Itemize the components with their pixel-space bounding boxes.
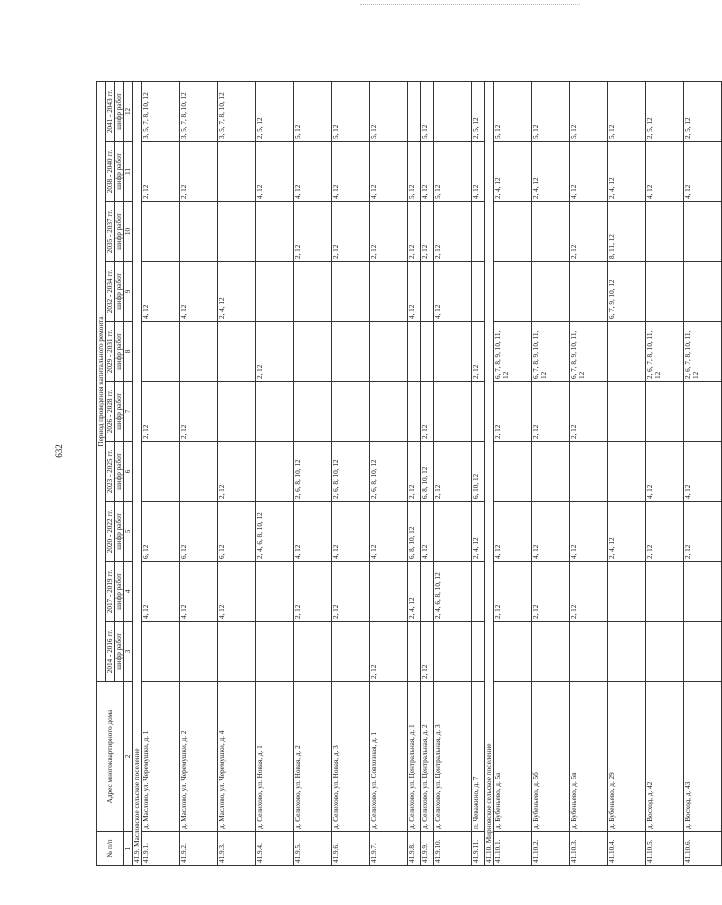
column-number-cell: 11 [124, 142, 133, 202]
work-code-cell: 2, 12 [332, 202, 370, 262]
work-code-cell [256, 562, 294, 622]
table-row [218, 81, 256, 865]
work-code-cell: 2, 4, 12 [608, 142, 646, 202]
work-code-cell: 2, 6, 7, 8, 10, 11, 12 [684, 322, 722, 382]
work-code-cell [332, 262, 370, 322]
work-code-cell: 6, 8, 10, 12 [421, 442, 434, 502]
row-address: д. Селихово, ул. Новая, д. 1 [256, 682, 294, 832]
work-code-cell: 2, 6, 7, 8, 10, 11, 12 [646, 322, 684, 382]
work-code-cell [434, 81, 472, 141]
work-code-cell [608, 442, 646, 502]
work-code-cell [332, 622, 370, 682]
work-code-cell [180, 322, 218, 382]
row-number: 41.9.3. [218, 832, 256, 866]
column-number-cell: 12 [124, 81, 133, 141]
work-code-cell: 4, 12 [434, 262, 472, 322]
work-code-cell: 4, 12 [180, 262, 218, 322]
work-code-cell: 2, 6, 8, 10, 12 [294, 442, 332, 502]
work-code-cell [256, 622, 294, 682]
work-code-cell [434, 322, 472, 382]
work-code-cell: 8, 11, 12 [608, 202, 646, 262]
work-code-cell: 6, 12 [218, 502, 256, 562]
work-code-cell [434, 622, 472, 682]
work-code-cell: 6, 7, 8, 9, 10, 11, 12 [532, 322, 570, 382]
work-code-cell: 2, 12 [294, 562, 332, 622]
work-code-cell [408, 382, 421, 442]
work-code-cell: 4, 12 [472, 142, 485, 202]
period-cell: 2017 - 2019 гг. [106, 562, 115, 622]
work-code-cell: 2, 4, 12 [608, 502, 646, 562]
table-row [370, 81, 408, 865]
table-row [294, 81, 332, 865]
row-number: 41.10.2. [532, 832, 570, 866]
work-code-cell [218, 382, 256, 442]
work-code-cell: 4, 12 [294, 142, 332, 202]
row-address: д. Бубеньево, д. 5а [494, 682, 532, 832]
work-code-cell: 4, 12 [294, 502, 332, 562]
work-code-cell [142, 622, 180, 682]
table-row [142, 81, 180, 865]
header-row [97, 81, 106, 865]
table-row [532, 81, 570, 865]
repair-schedule-table [96, 81, 722, 866]
work-code-cell: 5, 12 [370, 81, 408, 141]
work-code-cell: 4, 12 [646, 442, 684, 502]
work-code-cell [408, 81, 421, 141]
row-number: 41.9.1. [142, 832, 180, 866]
table-row [684, 81, 722, 865]
work-code-cell: 2, 5, 12 [684, 81, 722, 141]
work-code-cell [532, 202, 570, 262]
work-code-cell: 4, 12 [570, 502, 608, 562]
row-number: 41.10.5. [646, 832, 684, 866]
work-code-cell [472, 622, 485, 682]
address-column-header: Адрес многоквартирного дома [97, 682, 124, 832]
table-row [408, 81, 421, 865]
work-code-cell [370, 562, 408, 622]
work-code-cell: 2, 5, 12 [646, 81, 684, 141]
work-code-cell [646, 262, 684, 322]
row-number: 41.10.1. [494, 832, 532, 866]
code-label-cell: шифр работ [115, 262, 124, 322]
work-code-cell: 2, 12 [494, 562, 532, 622]
column-number-cell: 10 [124, 202, 133, 262]
work-code-cell [218, 142, 256, 202]
row-number: 41.9.11. [472, 832, 485, 866]
work-code-cell: 2, 12 [218, 442, 256, 502]
work-code-cell: 5, 12 [494, 81, 532, 141]
work-code-cell: 5, 12 [532, 81, 570, 141]
row-address: д. Селихово, ул. Новая, д. 2 [294, 682, 332, 832]
work-code-cell: 2, 4, 6, 8, 10, 12 [434, 562, 472, 622]
work-code-cell: 6, 7, 8, 9, 10, 11, 12 [494, 322, 532, 382]
work-code-cell: 2, 12 [684, 502, 722, 562]
table-row [646, 81, 684, 865]
work-code-cell: 2, 5, 12 [256, 81, 294, 141]
work-code-cell: 4, 12 [142, 262, 180, 322]
work-code-cell [434, 502, 472, 562]
period-cell: 2014 - 2016 гг. [106, 622, 115, 682]
work-code-cell [294, 262, 332, 322]
row-address: д. Селихово, ул. Совхозная, д. 1 [370, 682, 408, 832]
row-address: д. Селихово, ул. Центральная, д. 2 [421, 682, 434, 832]
work-code-cell: 2, 4, 12 [408, 562, 421, 622]
work-code-cell [142, 202, 180, 262]
work-code-cell [408, 322, 421, 382]
row-address: д. Маслово, ул. Черемушки, д. 2 [180, 682, 218, 832]
work-code-cell [472, 562, 485, 622]
work-code-cell [256, 262, 294, 322]
work-code-cell: 2, 12 [570, 202, 608, 262]
period-cell: 2035 - 2037 гг. [106, 202, 115, 262]
work-code-cell: 2, 12 [494, 382, 532, 442]
work-code-cell: 2, 12 [532, 562, 570, 622]
work-code-cell [494, 202, 532, 262]
section-title: 41.9. Масловское сельское поселение [133, 81, 142, 865]
row-address: д. Бубеньево, д. 29 [608, 682, 646, 832]
row-number: 41.9.7. [370, 832, 408, 866]
work-code-cell: 2, 12 [370, 622, 408, 682]
work-code-cell: 4, 12 [421, 142, 434, 202]
table-row [494, 81, 532, 865]
work-code-cell [142, 442, 180, 502]
work-code-cell: 2, 12 [570, 562, 608, 622]
work-code-cell: 4, 12 [370, 142, 408, 202]
code-label-cell: шифр работ [115, 562, 124, 622]
work-code-cell [218, 202, 256, 262]
work-code-cell: 4, 12 [570, 142, 608, 202]
column-number-row [124, 81, 133, 865]
work-code-cell: 5, 12 [434, 142, 472, 202]
work-code-cell [370, 322, 408, 382]
work-code-cell: 4, 12 [142, 562, 180, 622]
period-cell: 2029 - 2031 гг. [106, 322, 115, 382]
work-code-cell: 6, 10, 12 [472, 442, 485, 502]
code-label-cell: шифр работ [115, 622, 124, 682]
column-number-cell: 9 [124, 262, 133, 322]
work-code-cell: 4, 12 [180, 562, 218, 622]
work-code-cell: 2, 4, 12 [218, 262, 256, 322]
row-number: 41.9.8. [408, 832, 421, 866]
work-code-cell: 2, 12 [421, 202, 434, 262]
work-code-cell: 4, 12 [646, 142, 684, 202]
row-number: 41.9.10. [434, 832, 472, 866]
page-number: 632 [53, 444, 64, 458]
work-code-cell [434, 382, 472, 442]
work-code-cell: 2, 12 [370, 202, 408, 262]
work-code-cell [472, 202, 485, 262]
work-code-cell [421, 262, 434, 322]
column-number-cell: 2 [124, 682, 133, 832]
work-code-cell [570, 442, 608, 502]
work-code-cell: 6, 7, 9, 10, 12 [608, 262, 646, 322]
work-code-cell: 2, 12 [421, 382, 434, 442]
work-code-cell: 4, 12 [332, 502, 370, 562]
work-code-cell: 2, 4, 12 [472, 502, 485, 562]
work-code-cell: 2, 12 [434, 202, 472, 262]
work-code-cell: 2, 12 [294, 202, 332, 262]
work-code-cell: 6, 7, 8, 9, 10, 11, 12 [570, 322, 608, 382]
period-cell: 2032 - 2034 гг. [106, 262, 115, 322]
work-code-cell [608, 322, 646, 382]
work-code-cell: 6, 12 [142, 502, 180, 562]
section-row [133, 81, 142, 865]
work-code-cell [646, 382, 684, 442]
column-number-cell: 4 [124, 562, 133, 622]
work-code-cell: 2, 12 [532, 382, 570, 442]
work-code-cell [684, 622, 722, 682]
row-address: д. Маслово, ул. Черемушки, д. 4 [218, 682, 256, 832]
code-label-cell: шифр работ [115, 322, 124, 382]
code-label-cell: шифр работ [115, 142, 124, 202]
code-label-cell: шифр работ [115, 202, 124, 262]
code-label-cell: шифр работ [115, 81, 124, 141]
work-code-cell: 2, 4, 6, 8, 10, 12 [256, 502, 294, 562]
work-code-cell [370, 382, 408, 442]
table-row [434, 81, 472, 865]
table-row [472, 81, 485, 865]
scan-marks [360, 4, 580, 7]
work-code-cell [684, 562, 722, 622]
period-cell: 2023 - 2025 гг. [106, 442, 115, 502]
column-number-cell: 7 [124, 382, 133, 442]
rotated-table-container [96, 82, 700, 866]
work-code-cell: 4, 12 [370, 502, 408, 562]
table-row [180, 81, 218, 865]
work-code-cell: 4, 12 [494, 502, 532, 562]
work-code-cell [570, 622, 608, 682]
work-code-cell: 6, 8, 10, 12 [408, 502, 421, 562]
work-code-cell [532, 622, 570, 682]
work-code-cell: 4, 12 [256, 142, 294, 202]
section-row [485, 81, 494, 865]
work-code-cell [294, 622, 332, 682]
row-number: 41.9.5. [294, 832, 332, 866]
work-code-cell: 2, 6, 8, 10, 12 [370, 442, 408, 502]
work-code-cell: 3, 5, 7, 8, 10, 12 [218, 81, 256, 141]
table-row [256, 81, 294, 865]
work-code-cell: 4, 12 [332, 142, 370, 202]
work-code-cell [370, 262, 408, 322]
work-code-cell: 4, 12 [684, 142, 722, 202]
work-code-cell: 2, 4, 12 [494, 142, 532, 202]
work-code-cell [218, 622, 256, 682]
work-code-cell [494, 442, 532, 502]
work-code-cell: 3, 5, 7, 8, 10, 12 [180, 81, 218, 141]
work-code-cell: 2, 6, 8, 10, 12 [332, 442, 370, 502]
period-cell: 2020 - 2022 гг. [106, 502, 115, 562]
period-cell: 2026 - 2028 гг. [106, 382, 115, 442]
work-code-cell [608, 382, 646, 442]
row-number: 41.10.3. [570, 832, 608, 866]
period-cell: 2038 - 2040 гг. [106, 142, 115, 202]
row-number: 41.10.4. [608, 832, 646, 866]
row-number: 41.9.4. [256, 832, 294, 866]
work-code-cell: 2, 12 [472, 322, 485, 382]
row-address: д. Восход, д. 43 [684, 682, 722, 832]
work-code-cell: 2, 12 [570, 382, 608, 442]
work-code-cell: 4, 12 [684, 442, 722, 502]
row-address: д. Селихово, ул. Центральная, д. 1 [408, 682, 421, 832]
section-title: 41.10. Мирновское сельское поселение [485, 81, 494, 865]
work-code-cell [294, 322, 332, 382]
work-code-cell [256, 382, 294, 442]
work-code-cell [472, 382, 485, 442]
work-code-cell [532, 262, 570, 322]
work-code-cell [408, 622, 421, 682]
work-code-cell [684, 382, 722, 442]
work-code-cell [421, 562, 434, 622]
work-code-cell: 2, 12 [421, 622, 434, 682]
work-code-cell [608, 562, 646, 622]
work-code-cell: 2, 12 [646, 502, 684, 562]
row-address: д. Восход, д. 42 [646, 682, 684, 832]
work-code-cell [684, 202, 722, 262]
work-code-cell: 2, 4, 12 [532, 142, 570, 202]
row-number: 41.9.2. [180, 832, 218, 866]
table-row [421, 81, 434, 865]
table-row [608, 81, 646, 865]
work-code-cell [256, 202, 294, 262]
work-code-cell: 5, 12 [332, 81, 370, 141]
work-code-cell: 2, 12 [332, 562, 370, 622]
table-row [570, 81, 608, 865]
period-header: Период проведения капитального ремонта [97, 81, 106, 681]
work-code-cell: 2, 12 [142, 142, 180, 202]
work-code-cell [646, 562, 684, 622]
work-code-cell: 5, 12 [408, 142, 421, 202]
row-address: п. Чеважино, д. 7 [472, 682, 485, 832]
work-code-cell: 2, 12 [256, 322, 294, 382]
column-number-cell: 8 [124, 322, 133, 382]
row-address: д. Селихово, ул. Центральная, д. 3 [434, 682, 472, 832]
work-code-cell: 2, 5, 12 [472, 81, 485, 141]
row-address: д. Селихово, ул. Новая, д. 3 [332, 682, 370, 832]
work-code-cell: 5, 12 [421, 81, 434, 141]
work-code-cell: 4, 12 [408, 262, 421, 322]
work-code-cell [646, 202, 684, 262]
work-code-cell: 2, 12 [180, 382, 218, 442]
work-code-cell [332, 382, 370, 442]
work-code-cell [646, 622, 684, 682]
work-code-cell: 5, 12 [294, 81, 332, 141]
work-code-cell: 2, 12 [180, 142, 218, 202]
work-code-cell [684, 262, 722, 322]
work-code-cell [180, 202, 218, 262]
column-number-cell: 5 [124, 502, 133, 562]
work-code-cell: 2, 12 [408, 442, 421, 502]
work-code-cell: 5, 12 [570, 81, 608, 141]
row-number: 41.10.6. [684, 832, 722, 866]
work-code-cell: 3, 5, 7, 8, 10, 12 [142, 81, 180, 141]
column-number-cell: 6 [124, 442, 133, 502]
work-code-cell [494, 262, 532, 322]
column-number-cell: 1 [124, 832, 133, 866]
work-code-cell [332, 322, 370, 382]
work-code-cell [256, 442, 294, 502]
work-code-cell [180, 442, 218, 502]
row-number: 41.9.9. [421, 832, 434, 866]
work-code-cell [421, 322, 434, 382]
work-code-cell: 4, 12 [218, 562, 256, 622]
work-code-cell [532, 442, 570, 502]
work-code-cell [494, 622, 532, 682]
work-code-cell [570, 262, 608, 322]
work-code-cell: 4, 12 [421, 502, 434, 562]
work-code-cell [608, 622, 646, 682]
work-code-cell [180, 622, 218, 682]
work-code-cell [472, 262, 485, 322]
code-label-cell: шифр работ [115, 382, 124, 442]
work-code-cell: 6, 12 [180, 502, 218, 562]
row-address: д. Бубеньево, д. 5б [532, 682, 570, 832]
work-code-cell [142, 322, 180, 382]
work-code-cell: 4, 12 [532, 502, 570, 562]
table-row [332, 81, 370, 865]
work-code-cell: 2, 12 [408, 202, 421, 262]
row-number: 41.9.6. [332, 832, 370, 866]
work-code-cell [294, 382, 332, 442]
row-address: д. Бубеньево, д. 5в [570, 682, 608, 832]
period-cell: 2041 - 2043 гг. [106, 81, 115, 141]
work-code-cell: 5, 12 [608, 81, 646, 141]
code-label-cell: шифр работ [115, 442, 124, 502]
work-code-cell: 2, 12 [434, 442, 472, 502]
row-address: д. Маслово, ул. Черемушки, д. 1 [142, 682, 180, 832]
num-column-header: № п/п [97, 832, 124, 866]
code-label-cell: шифр работ [115, 502, 124, 562]
work-code-cell: 2, 12 [142, 382, 180, 442]
column-number-cell: 3 [124, 622, 133, 682]
work-code-cell [218, 322, 256, 382]
